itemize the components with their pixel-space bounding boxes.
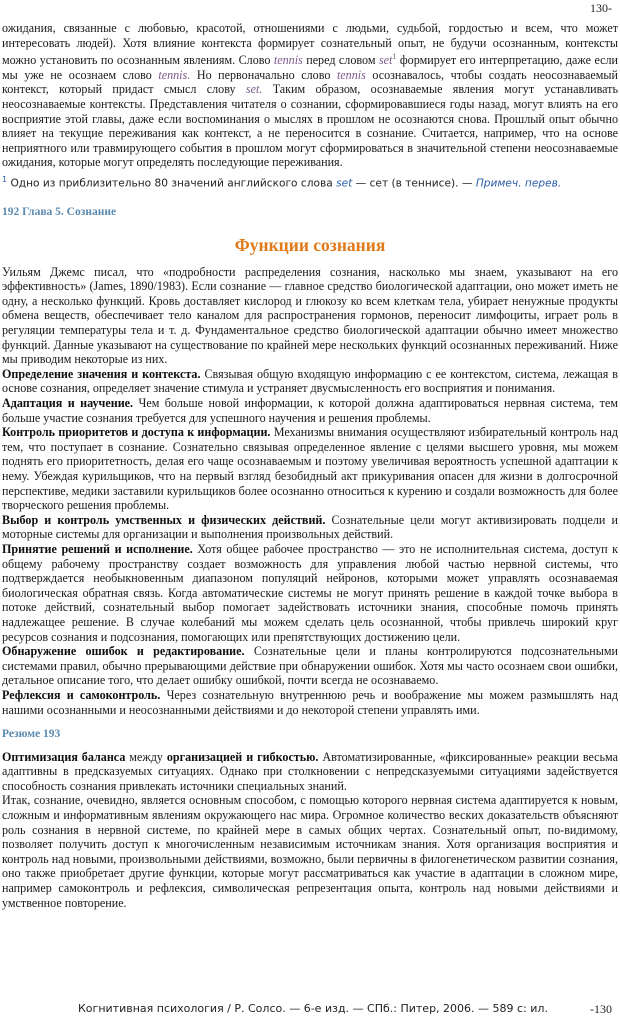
paragraph-lead: Адаптация и научение. (2, 396, 134, 411)
paragraph-lead: Обнаружение ошибок и редактирование. (2, 644, 245, 659)
word-tennis: tennis (336, 67, 366, 82)
paragraph-lead: Выбор и контроль умственных и физических действий. (2, 512, 326, 527)
section-title: Функции сознания (234, 234, 386, 255)
footnote: $^1$ Одно из приблизительно 80 значений английского слова set — сет (в теннисе). — Примеч. перев. (2, 174, 562, 190)
paragraph: Оптимизация баланса между организацией и гибкостью. Автоматизированные, «фиксированные» реакции весьма адаптивны в предсказуемых ситуациях. Однако при столкновении с непредсказуемыми ситуациями задействуется способность сознания привлекать источники специальных знаний. (2, 749, 618, 793)
word-tennis: tennis. (158, 67, 191, 82)
paragraph: Выбор и контроль умственных и физических действий. Сознательные цели могут активизировать подцели и моторные системы для организации и выполнения произвольных действий. (2, 512, 619, 542)
paragraph-lead: Принятие решений и исполнение. (2, 541, 193, 556)
word-tennis: tennis (273, 53, 303, 68)
running-header: Резюме 193 (2, 728, 61, 741)
paragraph: Рефлексия и самоконтроль. Через сознательную внутреннюю речь и воображение мы можем размышлять над нашими осознанными и неосознанными действиями и до некоторой степени управлять ими. (2, 687, 618, 717)
intro-paragraph: ожидания, связанные с любовью, красотой, отношениями с людьми, судьбой, гордостью и всем, что может интересовать людей). Хотя влияние контекста формирует сознательный опыт, не будучи осознанным, контексты можно установить по осознанным явлениям. Слово tennis перед словом set$^1$ формирует его интерпретацию, даже если мы уже не осознаем слово tennis. Но первоначально слово tennis осознавалось, чтобы создать неосознаваемый контекст, который придаст смысл слову set. Таким образом, осознаваемые явления могут устанавливать неосознаваемые контексты. Представления читателя о сознании, сформировавшиеся годы назад, могут влиять на его восприятие этой главы, даже если воспоминания о мыслях в прошлом не осознаются снова. Прошлый опыт обычно влияет на текущие переживания как контекст, а не переносится в сознание. Считается, например, что на основе неприятного или травмирующего события в прошлом могут сформироваться в значительной степени неосознаваемые ожидания, которые могут определять последующие переживания. (2, 21, 618, 170)
paragraph-lead: Контроль приоритетов и доступа к информации. (2, 425, 271, 440)
chapter-header: 192 Глава 5. Сознание (2, 206, 117, 219)
paragraph-lead: Оптимизация баланса (2, 749, 126, 764)
paragraph-lead: Определение значения и контекста. (2, 366, 201, 381)
bibliographic-reference: Когнитивная психология / Р. Солсо. — 6-е изд. — СПб.: Питер, 2006. — 589 с: ил. (78, 1002, 548, 1015)
page-footer (0, 1000, 620, 1020)
footnote-marker[interactable]: 1 (392, 52, 397, 62)
paragraph: Контроль приоритетов и доступа к информации. Механизмы внимания осуществляют избирательный контроль над тем, что поступает в сознание. Сознательно связывая определенное явление с целями высшего уровня, мы можем поднять его приоритетность, делая его чаще осознаваемым и поэтому увеличивая вероятность успешной адаптации к нему. Убеждая курильщиков, что на первый взгляд безобидный акт прикуривания опасен для жизни в долгосрочной перспективе, медики заставили курильщиков более осознанно относиться к курению и создали возможность для более творческого решения проблемы. (2, 425, 618, 513)
paragraph-lead: Рефлексия и самоконтроль. (2, 687, 161, 702)
footnote-number: 1 (2, 174, 8, 184)
paragraph: Уильям Джемс писал, что «подробности распределения сознания, насколько мы знаем, указывают на его эффективность» (James, 1890/1983). Если сознание — главное средство биологической адаптации, оно может иметь не одну, а несколько функций. Кровь доставляет кислород и глюкозу ко всем клеткам тела, убирает ненужные продукты обмена веществ, обеспечивает тело каналом для распространения гормонов, переносит лимфоциты, играет роль в регуляции температуры тела и т. д. Фундаментальное средство биологической адаптации обычно имеет множество функций. Данные указывают на существование по крайней мере нескольких функций осознанных переживаний. Ниже мы приводим некоторые из них. (2, 264, 618, 367)
paragraph-lead: организацией и гибкостью. (166, 749, 319, 764)
paragraph: Итак, сознание, очевидно, является основным способом, с помощью которого нервная система адаптируется к новым, сложным и информативным явлениям окружающего нас мира. Огромное количество веских доказательств объясняют роль сознания в нервной системе, по крайней мере в самых общих чертах. Сознательный опыт, по-видимому, позволяет получить доступ к многочисленным независимым источникам знания. Хотя организация восприятия и контроль над новыми, произвольными действиями, возможно, были первичны в филогенетическом развитии сознания, оно также приобретает другие функции, которые могут рассматриваться как участие в адаптации в сложном мире, например самоконтроль и рефлексия, символическая репрезентация опыта, контроль над новыми действиями и умственное повторение. (2, 793, 618, 910)
page-number-bottom: -130 (590, 1002, 612, 1016)
paragraph: Обнаружение ошибок и редактирование. Сознательные цели и планы контролируются подсознательными системами правил, обычно прерывающими действие при обнаружении ошибок. Хотя мы часто осознаем свои ошибки, детальное описание того, что делает ошибку ошибкой, почти всегда не осознаваемо. (2, 644, 618, 688)
paragraph: Определение значения и контекста. Связывая общую входящую информацию с ее контекстом, система, лежащая в основе сознания, определяет значение стимула и устраняет двусмысленность его восприятия и понимания. (2, 366, 618, 396)
word-set: set (378, 53, 393, 68)
word-set: set. (245, 82, 263, 97)
paragraph: Принятие решений и исполнение. Хотя общее рабочее пространство — это не исполнительная система, доступ к общему рабочему пространству создает возможность для управления любой частью нервной системы, что подтверждается необыкновенным диапазоном популяций нейронов, которыми может управлять осознаваемая биологическая обратная связь. Когда автоматические системы не могут принять решение в каждой точке выбора в потоке действий, сознательный выбор помогает задействовать источники знания, способные помочь принять надлежащее решение. В случае колебаний мы можем сделать цель осознанной, чтобы привлечь широкий круг ресурсов сознания и подсознания, помогающих или препятствующих достижению цели. (2, 541, 618, 644)
page-number-top: 130- (590, 1, 612, 15)
footnote-word: set (336, 177, 353, 190)
translator-note: Примеч. перев. (475, 177, 562, 190)
paragraph: Адаптация и научение. Чем больше новой информации, к которой должна адаптироваться нервная система, тем больше участие сознания требуется для успешного научения и решения проблемы. (2, 396, 618, 425)
page-body (2, 21, 618, 910)
